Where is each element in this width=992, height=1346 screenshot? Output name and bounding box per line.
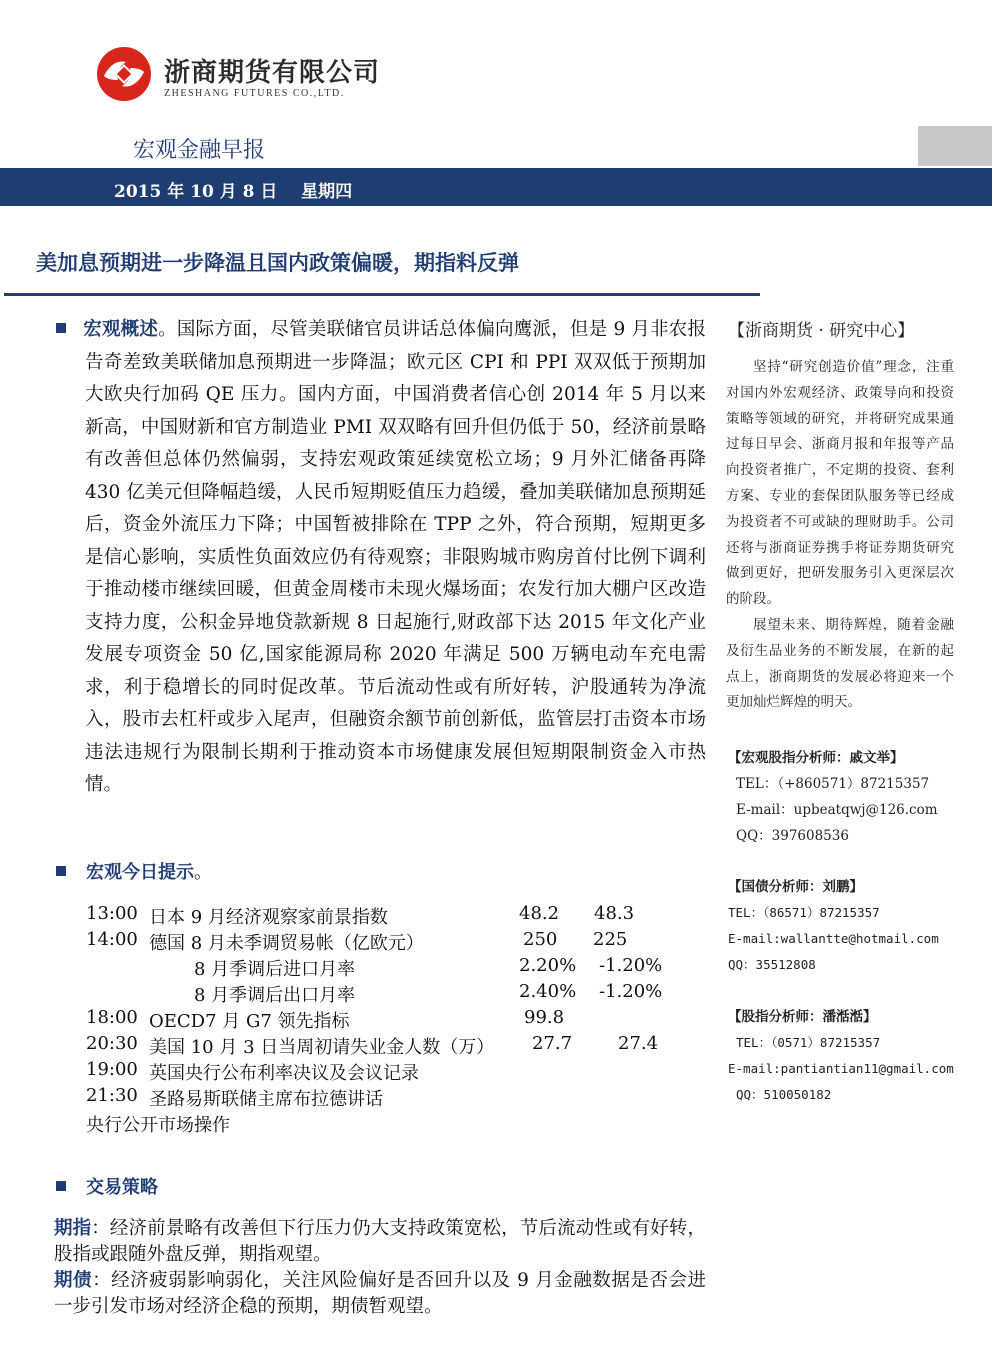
calendar-forecast: -1.20% — [599, 981, 663, 1002]
research-center-intro — [726, 355, 954, 716]
today-heading — [56, 858, 212, 884]
company-name-cn: 浙商期货有限公司 — [164, 58, 381, 88]
today-heading-label: 宏观今日提示 — [86, 862, 194, 883]
calendar-event: 美国 10 月 3 日当周初请失业金人数（万） — [149, 1037, 495, 1058]
calendar-row — [86, 955, 706, 981]
calendar-time: 13:00 — [86, 903, 138, 924]
analyst-name: 【股指分析师：潘湉湉】 — [728, 1009, 877, 1025]
analyst-tel: TEL：（86571）87215357 — [728, 905, 880, 920]
company-name-en: ZHESHANG FUTURES CO.,LTD. — [164, 88, 345, 99]
calendar-event: 8 月季调后进口月率 — [194, 959, 356, 980]
calendar-previous: 99.8 — [524, 1007, 565, 1028]
analyst-qq: QQ：510050182 — [736, 1087, 832, 1102]
analyst-qq: QQ：35512808 — [728, 957, 816, 972]
analyst-card — [728, 1004, 968, 1108]
calendar-previous: 2.40% — [519, 981, 577, 1002]
intro-paragraph: 坚持“研究创造价值”理念，注重对国内外宏观经济、政策导向和投资策略等领域的研究，并将研究成果通过每日早会、浙商月报和年报等产品向投资者推广，不定期的投资、套利方案、专业的套保团队服务等已经成为投资者不可或缺的理财助手。公司还将与浙商证券携手将证券期货研究做到更好，把研发服务引入更深层次的阶段。 — [726, 359, 954, 608]
calendar-previous: 2.20% — [519, 955, 577, 976]
calendar-row — [86, 903, 706, 929]
strategy-tag: 期债 — [54, 1270, 93, 1291]
headline: 美加息预期进一步降温且国内政策偏暖，期指料反弹 — [36, 251, 519, 275]
calendar-row — [86, 1111, 706, 1137]
calendar-forecast: 27.4 — [618, 1033, 659, 1054]
calendar-time: 14:00 — [86, 929, 138, 950]
strategy-text: ：经济疲弱影响弱化，关注风险偏好是否回升以及 9 月金融数据是否会进一步引发市场对经济企稳的预期，期债暂观望。 — [54, 1270, 706, 1317]
analyst-email[interactable]: E-mail:wallantte@hotmail.com — [728, 931, 939, 946]
analyst-email[interactable]: E-mail:pantiantian11@gmail.com — [728, 1061, 954, 1076]
calendar-row — [86, 981, 706, 1007]
macro-overview-section — [56, 314, 706, 802]
research-center-title: 【浙商期货 · 研究中心】 — [728, 321, 915, 341]
calendar-forecast: 225 — [593, 929, 628, 950]
header-gray-block — [918, 126, 992, 166]
calendar-time: 央行公开市场操作 — [86, 1115, 230, 1136]
strategy-tag: 期指 — [54, 1218, 92, 1239]
calendar-row — [86, 929, 706, 955]
calendar-event: 8 月季调后出口月率 — [194, 985, 356, 1006]
analyst-card — [728, 874, 968, 978]
analyst-email[interactable]: E-mail：upbeatqwj@126.com — [736, 802, 938, 818]
square-bullet-icon — [56, 1181, 66, 1191]
analyst-card — [728, 745, 968, 849]
analyst-tel: TEL：（0571）87215357 — [736, 1035, 881, 1050]
calendar-event: 日本 9 月经济观察家前景指数 — [149, 907, 388, 928]
macro-overview-text — [56, 314, 706, 802]
calendar-table — [86, 903, 706, 1137]
calendar-event: OECD7 月 G7 领先指标 — [149, 1011, 350, 1032]
calendar-event: 英国央行公布利率决议及会议记录 — [149, 1063, 419, 1084]
calendar-time: 18:00 — [86, 1007, 138, 1028]
calendar-row — [86, 1059, 706, 1085]
report-type: 宏观金融早报 — [133, 138, 266, 163]
intro-paragraph: 展望未来、期待辉煌，随着金融及衍生品业务的不断发展，在新的起点上，浙商期货的发展必将迎来一个更加灿烂辉煌的明天。 — [726, 616, 954, 711]
calendar-time: 21:30 — [86, 1085, 138, 1106]
square-bullet-icon — [56, 866, 66, 876]
calendar-row — [86, 1085, 706, 1111]
strategy-text: ：经济前景略有改善但下行压力仍大支持政策宽松，节后流动性或有好转，股指或跟随外盘反弹，期指观望。 — [54, 1218, 706, 1265]
calendar-event: 德国 8 月未季调贸易帐（亿欧元） — [149, 933, 424, 954]
calendar-previous: 48.2 — [519, 903, 560, 924]
calendar-previous: 27.7 — [532, 1033, 573, 1054]
headline-divider — [4, 293, 760, 296]
calendar-row — [86, 1007, 706, 1033]
square-bullet-icon — [56, 323, 66, 333]
analyst-qq: QQ：397608536 — [736, 828, 849, 844]
strategy-section — [54, 1216, 706, 1320]
calendar-time: 20:30 — [86, 1033, 138, 1054]
macro-overview-body: 。国际方面，尽管美联储官员讲话总体偏向鹰派，但是 9 月非农报告奇差致美联储加息预期进一步降温；欧元区 CPI 和 PPI 双双低于预期加大欧央行加码 QE 压力。国内方面，中国消费者信心创 2014 年 5 月以来新高，中国财新和官方制造业 PMI 双双略有回升但仍低于 50，经济前景略有改善但总体仍然偏弱，支持宏观政策延续宽松立场；9 月外汇储备再降 430 亿美元但降幅趋缓，人民币短期贬值压力趋缓，叠加美联储加息预期延后，资金外流压力下降；中国暂被排除在 TPP 之外，符合预期，短期更多是信心影响，实质性负面效应仍有待观察；非限购城市购房首付比例下调利于推动楼市继续回暖，但黄金周楼市未现火爆场面；农发行加大棚户区改造支持力度，公积金异地贷款新规 8 日起施行,财政部下达 2015 年文化产业发展专项资金 50 亿,国家能源局称 2020 年满足 500 万辆电动车充电需求，利于稳增长的同时促改革。节后流动性或有所好转，沪股通转为净流入，股市去杠杆或步入尾声，但融资余额节前创新低，监管层打击资本市场违法违规行为限制长期利于推动资本市场健康发展但短期限制资金入市热情。 — [85, 319, 706, 795]
calendar-previous: 250 — [523, 929, 558, 950]
company-logo-icon — [96, 46, 152, 102]
calendar-time: 19:00 — [86, 1059, 138, 1080]
today-heading-suffix: 。 — [194, 862, 212, 883]
calendar-forecast: 48.3 — [594, 903, 635, 924]
calendar-row — [86, 1033, 706, 1059]
analyst-name: 【国债分析师：刘鹏】 — [728, 879, 863, 895]
analyst-name: 【宏观股指分析师：戚文举】 — [728, 750, 904, 766]
calendar-event: 圣路易斯联储主席布拉德讲话 — [149, 1089, 383, 1110]
analyst-tel: TEL：（+860571）87215357 — [736, 776, 930, 792]
calendar-forecast: -1.20% — [599, 955, 663, 976]
strategy-heading-label: 交易策略 — [86, 1177, 158, 1198]
macro-overview-lead: 宏观概述 — [83, 319, 159, 340]
strategy-heading — [56, 1173, 158, 1199]
strategy-item — [54, 1216, 706, 1268]
report-date: 2015 年 10 月 8 日 星期四 — [114, 182, 353, 202]
strategy-item — [54, 1268, 706, 1320]
